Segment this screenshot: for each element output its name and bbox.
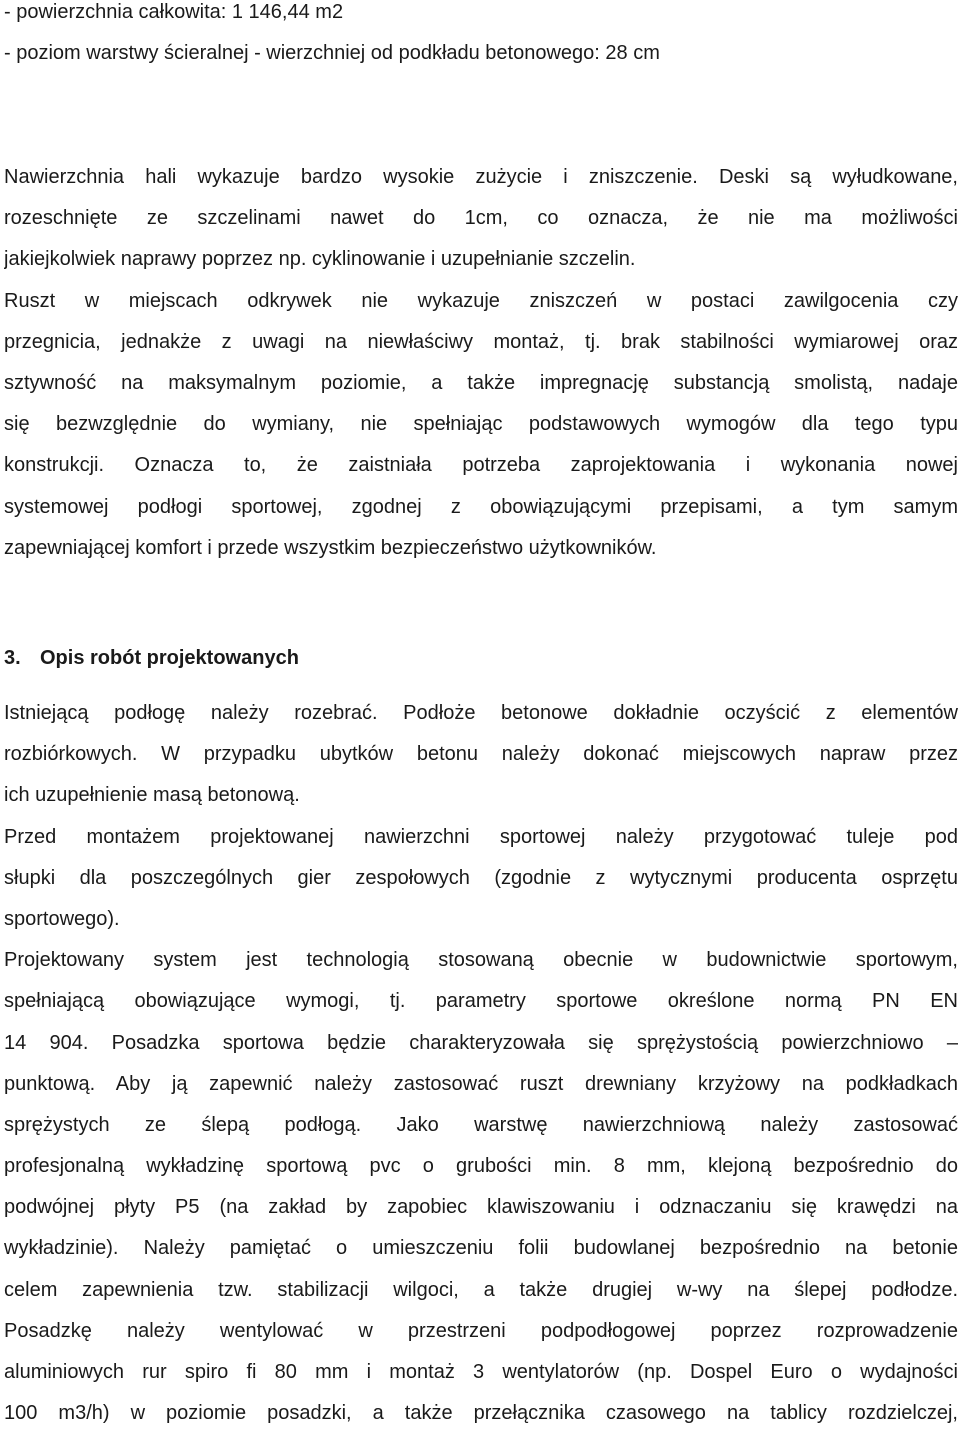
- text-line: Istniejącą podłogę należy rozebrać. Podłoże betonowe dokładnie oczyścić z elementów: [4, 702, 958, 724]
- section-number: 3.: [4, 647, 21, 669]
- text-line: podwójnej płyty P5 (na zakład by zapobiec klawiszowaniu i odznaczaniu się krawędzi na: [4, 1196, 958, 1219]
- text-line: przegnicia, jednakże z uwagi na niewłaściwy montaż, tj. brak stabilności wymiarowej oraz: [4, 330, 958, 353]
- text-line: spełniającą obowiązujące wymogi, tj. parametry sportowe określone normą PN EN: [4, 990, 958, 1013]
- text-line: rozbiórkowych. W przypadku ubytków betonu należy dokonać miejscowych napraw przez: [4, 743, 958, 766]
- text-line: się bezwzględnie do wymiany, nie spełniając podstawowych wymogów dla tego typu: [4, 413, 958, 436]
- text-line: Posadzkę należy wentylować w przestrzeni podpodłogowej poprzez rozprowadzenie: [4, 1319, 958, 1342]
- text-line: Nawierzchnia hali wykazuje bardzo wysokie zużycie i zniszczenie. Deski są wyłudkowane,: [4, 166, 958, 188]
- text-line: słupki dla poszczególnych gier zespołowych (zgodnie z wytycznymi producenta osprzętu: [4, 866, 958, 889]
- text-line: Projektowany system jest technologią stosowaną obecnie w budownictwie sportowym,: [4, 949, 958, 972]
- text-line: sprężystych ze ślepą podłogą. Jako warstwę nawierzchniową należy zastosować: [4, 1113, 958, 1136]
- section-heading: [4, 638, 958, 679]
- section-title: Opis robót projektowanych: [40, 647, 299, 669]
- list-item: - poziom warstwy ścieralnej - wierzchniej od podkładu betonowego: 28 cm: [4, 42, 660, 65]
- paragraph-works: [4, 693, 958, 1434]
- text-line: ich uzupełnienie masą betonową.: [4, 784, 300, 807]
- text-line: jakiejkolwiek naprawy poprzez np. cyklinowanie i uzupełnianie szczelin.: [4, 248, 636, 271]
- text-line: aluminiowych rur spiro fi 80 mm i montaż 3 wentylatorów (np. Dospel Euro o wydajności: [4, 1361, 958, 1383]
- paragraph-condition: [4, 157, 958, 569]
- text-line: profesjonalną wykładzinę sportową pvc o grubości min. 8 mm, klejoną bezpośrednio do: [4, 1155, 958, 1178]
- text-line: Ruszt w miejscach odkrywek nie wykazuje zniszczeń w postaci zawilgocenia czy: [4, 289, 958, 312]
- text-line: Przed montażem projektowanej nawierzchni sportowej należy przygotować tuleje pod: [4, 825, 958, 848]
- text-line: sportowego).: [4, 907, 120, 930]
- text-line: 14 904. Posadzka sportowa będzie charakteryzowała się sprężystością powierzchniowo –: [4, 1031, 958, 1054]
- text-line: zapewniającej komfort i przede wszystkim bezpieczeństwo użytkowników.: [4, 536, 657, 559]
- text-line: rozeschnięte ze szczelinami nawet do 1cm, co oznacza, że nie ma możliwości: [4, 207, 958, 230]
- text-line: sztywność na maksymalnym poziomie, a także impregnację substancją smolistą, nadaje: [4, 371, 958, 394]
- text-line: wykładzinie). Należy pamiętać o umieszczeniu folii budowlanej bezpośrednio na betonie: [4, 1237, 958, 1260]
- text-line: 100 m3/h) w poziomie posadzki, a także przełącznika czasowego na tablicy rozdzielczej,: [4, 1402, 958, 1425]
- text-line: konstrukcji. Oznacza to, że zaistniała potrzeba zaprojektowania i wykonania nowej: [4, 454, 958, 477]
- text-line: celem zapewnienia tzw. stabilizacji wilgoci, a także drugiej w-wy na ślepej podłodze.: [4, 1278, 958, 1301]
- text-line: systemowej podłogi sportowej, zgodnej z obowiązującymi przepisami, a tym samym: [4, 495, 958, 518]
- text-line: punktową. Aby ją zapewnić należy zastosować ruszt drewniany krzyżowy na podkładkach: [4, 1072, 958, 1095]
- list-item: - powierzchnia całkowita: 1 146,44 m2: [4, 1, 344, 23]
- parameters-list: [4, 0, 958, 74]
